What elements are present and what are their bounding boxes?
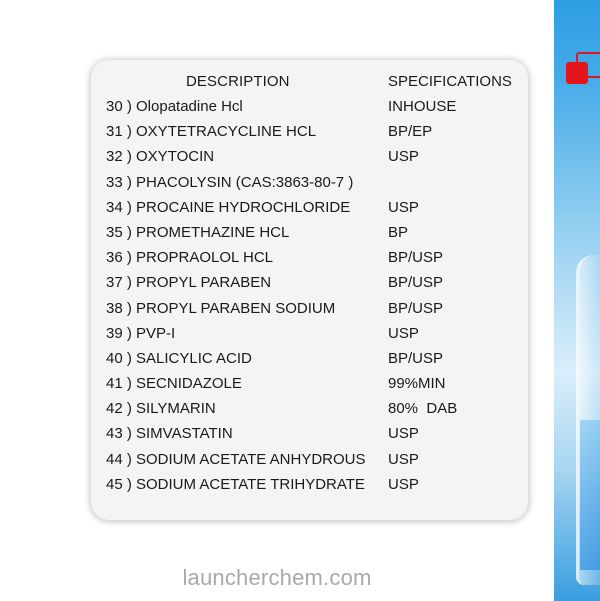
table-row [0, 274, 600, 299]
row-description: 40 ) SALICYLIC ACID [106, 349, 252, 367]
row-specification: BP/USP [388, 274, 444, 292]
table-row [0, 451, 600, 476]
row-specification: 99%MIN [388, 375, 446, 393]
table-row [0, 400, 600, 425]
row-specification: INHOUSE [388, 98, 457, 115]
row-specification: BP/EP [388, 123, 433, 141]
specifications-column-header: SPECIFICATIONS [388, 73, 512, 90]
row-specification: 80% DAB [388, 400, 458, 418]
table-row [0, 199, 600, 224]
description-column-header: DESCRIPTION [186, 73, 290, 90]
website-watermark: launcherchem.com [182, 565, 372, 590]
row-description: 35 ) PROMETHAZINE HCL [106, 223, 290, 241]
row-specification: USP [388, 475, 419, 493]
row-description: 34 ) PROCAINE HYDROCHLORIDE [106, 198, 351, 216]
row-description: 33 ) PHACOLYSIN (CAS:3863-80-7 ) [106, 173, 354, 191]
table-row [0, 325, 600, 350]
row-description: 31 ) OXYTETRACYCLINE HCL [106, 123, 317, 141]
row-specification: USP [388, 324, 419, 342]
table-row [0, 98, 600, 123]
row-description: 37 ) PROPYL PARABEN [106, 274, 272, 292]
row-description: 39 ) PVP-I [106, 324, 176, 342]
row-description: 43 ) SIMVASTATIN [106, 425, 233, 443]
row-description: 42 ) SILYMARIN [106, 400, 216, 418]
table-row [0, 476, 600, 501]
row-description: 36 ) PROPRAOLOL HCL [106, 249, 273, 267]
table-header [0, 73, 600, 93]
row-specification: USP [388, 198, 419, 216]
row-specification: BP [388, 223, 409, 241]
row-specification: USP [388, 425, 419, 443]
table-body [0, 98, 600, 501]
table-row [0, 249, 600, 274]
table-row [0, 174, 600, 199]
table-row [0, 375, 600, 400]
row-specification: BP/USP [388, 299, 444, 317]
table-row [0, 148, 600, 173]
row-description: 44 ) SODIUM ACETATE ANHYDROUS [106, 450, 366, 468]
table-row [0, 224, 600, 249]
row-description: 32 ) OXYTOCIN [106, 148, 215, 166]
row-description: 30 ) Olopatadine Hcl [106, 98, 243, 115]
table-row [0, 350, 600, 375]
row-description: 45 ) SODIUM ACETATE TRIHYDRATE [106, 475, 365, 493]
row-specification: BP/USP [388, 349, 444, 367]
row-description: 38 ) PROPYL PARABEN SODIUM [106, 299, 336, 317]
table-row [0, 300, 600, 325]
row-specification: USP [388, 148, 419, 166]
table-row [0, 425, 600, 450]
row-specification: USP [388, 450, 419, 468]
row-specification: BP/USP [388, 249, 444, 267]
table-row [0, 123, 600, 148]
row-description: 41 ) SECNIDAZOLE [106, 375, 242, 393]
